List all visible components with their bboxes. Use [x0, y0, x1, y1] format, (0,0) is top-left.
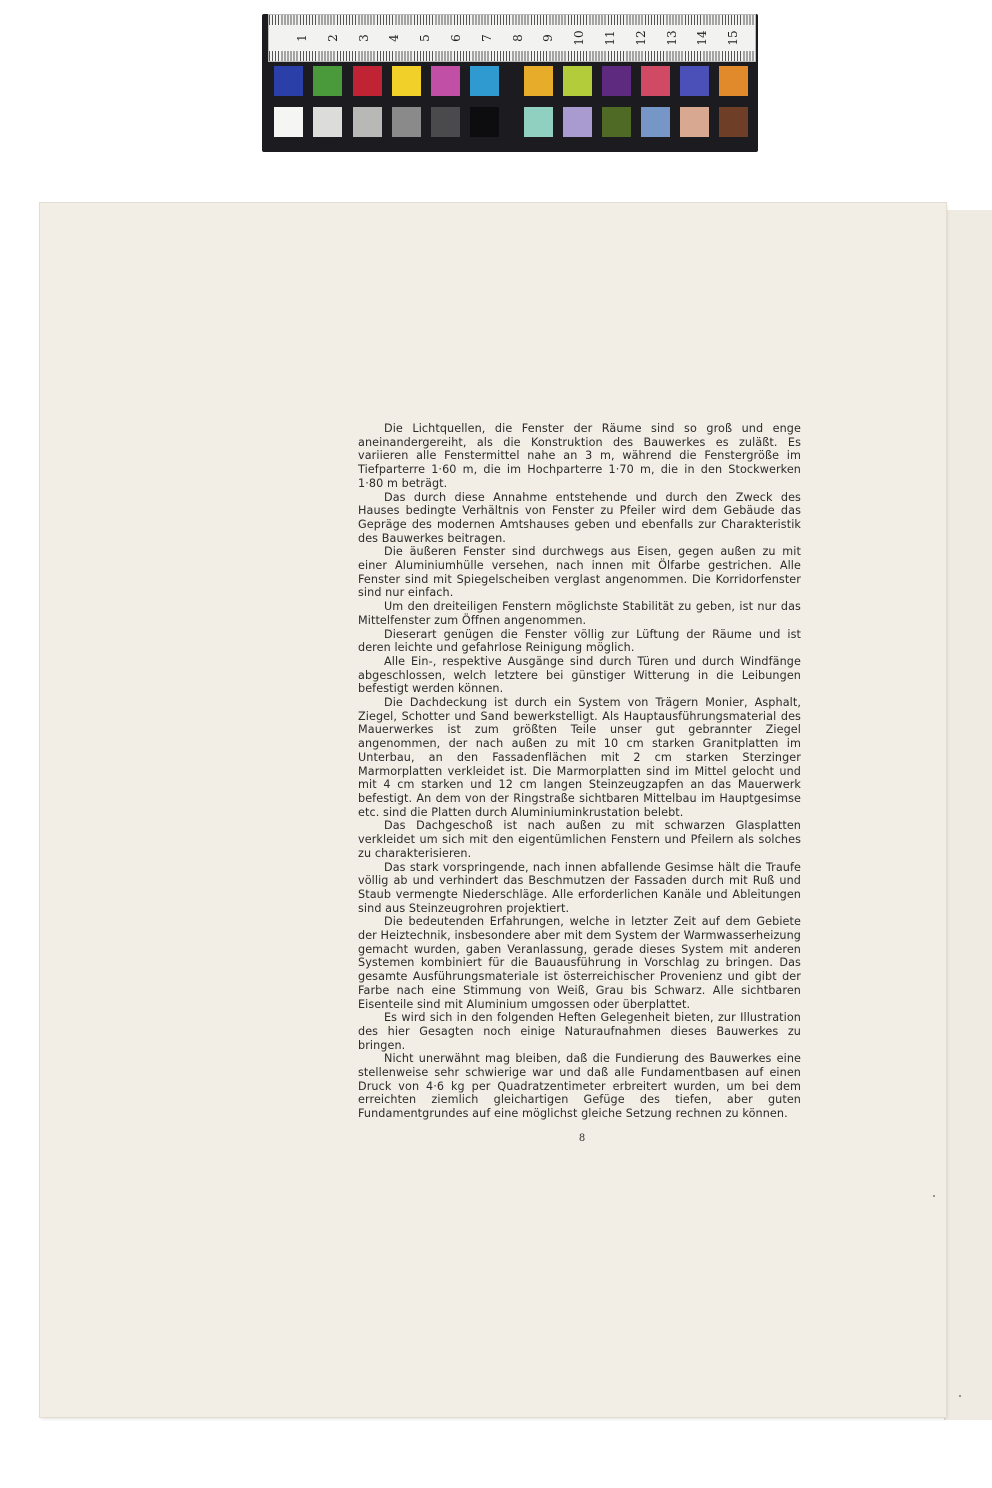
color-swatch: [431, 107, 460, 137]
measurement-ruler: [268, 14, 756, 62]
color-swatch: [470, 107, 499, 137]
adjacent-page-edge: [944, 210, 992, 1420]
color-swatch: [602, 107, 631, 137]
ruler-ticks: [269, 15, 755, 25]
paragraph: Das durch diese Annahme entstehende und durch den Zweck des Hauses bedingte Verhältnis von Fenster zu Pfeiler wird dem Gebäude das Gepräge des modernen Amtshauses geben und ebenfalls zur Charakteristik des Bauwerkes beitragen.: [358, 490, 801, 545]
color-swatch: [470, 66, 499, 96]
color-swatch: [680, 66, 709, 96]
paragraph: Um den dreiteiligen Fenstern möglichste Stabilität zu geben, ist nur das Mittelfenster zum Öffnen angenommen.: [358, 600, 801, 627]
ruler-number: 8: [510, 34, 525, 42]
ruler-number: 14: [695, 30, 710, 46]
ruler-number: 4: [387, 34, 402, 42]
ruler-number: 3: [356, 34, 371, 42]
ruler-number: 10: [572, 30, 587, 46]
paragraph: Die bedeutenden Erfahrungen, welche in letzter Zeit auf dem Gebiete der Heiztechnik, insbesondere aber mit dem System der Warmwasserheizung gemacht wurden, gaben Veranlassung, gerade dieses System mit anderen Systemen kombiniert für die Bauausführung in Vorschlag zu bringen. Das gesamte Ausführungsmateriale ist österreichischer Provenienz und gibt der Farbe nach eine Stimmung von Weiß, Grau bis Schwarz. Alle sichtbaren Eisenteile sind mit Aluminium umgossen oder überplattet.: [358, 915, 801, 1011]
ruler-number: 11: [603, 30, 617, 46]
page-number: 8: [578, 1133, 586, 1144]
ruler-number: 2: [325, 34, 340, 42]
paragraph: Es wird sich in den folgenden Heften Gelegenheit bieten, zur Illustration des hier Gesagten noch einige Naturaufnahmen dieses Bauwerkes zu bringen.: [358, 1011, 801, 1052]
color-swatch: [563, 66, 592, 96]
paragraph: Alle Ein-, respektive Ausgänge sind durch Türen und durch Windfänge abgeschlossen, welch letztere bei günstiger Witterung in die Leibungen befestigt werden können.: [358, 654, 801, 696]
color-swatch: [641, 66, 670, 96]
color-swatch: [274, 66, 303, 96]
color-swatch: [602, 66, 631, 96]
ruler-number: 1: [295, 34, 309, 42]
paragraph: Das Dachgeschoß ist nach außen zu mit schwarzen Glasplatten verkleidet um sich mit den eigentümlichen Fenstern und Pfeilern als solches zu charakterisieren.: [358, 819, 801, 860]
paragraph: Die Lichtquellen, die Fenster der Räume sind so groß und enge aneinandergereiht, als die Konstruktion des Bauwerkes es zuläßt. Es variieren alle Fenstermittel nahe an 3 m, während die Fenstergröße im Tiefparterre 1·60 m, die im Hochparterre 1·70 m, die in den Stockwerken 1·80 m beträgt.: [358, 422, 801, 490]
ruler-ticks: [269, 51, 755, 61]
speck: [959, 1395, 961, 1397]
ruler-number: 5: [418, 34, 433, 42]
speck: [933, 1195, 935, 1197]
ruler-number: 13: [664, 30, 679, 46]
color-swatch: [719, 66, 748, 96]
color-swatch: [719, 107, 748, 137]
ruler-number: 7: [479, 34, 494, 42]
body-text: [358, 422, 801, 1121]
color-swatch: [353, 66, 382, 96]
ruler-number: 9: [541, 34, 556, 42]
ruler-number: 6: [449, 34, 463, 42]
color-swatch: [680, 107, 709, 137]
paragraph: Nicht unerwähnt mag bleiben, daß die Fundierung des Bauwerkes eine stellenweise sehr schwierige war und daß alle Fundamentbasen auf einen Druck von 4·6 kg per Quadratzentimeter erbreitert wurden, um bei dem erreichten ziemlich gleichartigen Gefüge des tiefen, aber guten Fundamentgrundes auf eine möglichst gleiche Setzung rechnen zu können.: [358, 1052, 801, 1121]
color-swatch: [274, 107, 303, 137]
color-swatch: [353, 107, 382, 137]
color-swatch: [524, 107, 553, 137]
paragraph: Das stark vorspringende, nach innen abfallende Gesimse hält die Traufe völlig ab und verhindert das Beschmutzen der Fassaden durch mit Ruß und Staub vermengte Niederschläge. Alle erforderlichen Kanäle und Ableitungen sind aus Steinzeugrohren projektiert.: [358, 860, 801, 915]
color-swatch: [392, 107, 421, 137]
color-swatch: [563, 107, 592, 137]
paragraph: Dieserart genügen die Fenster völlig zur Lüftung der Räume und ist deren leichte und gefahrlose Reinigung möglich.: [358, 627, 801, 655]
ruler-number: 12: [633, 30, 648, 46]
document-page: [40, 203, 946, 1417]
color-swatch: [524, 66, 553, 96]
paragraph: Die äußeren Fenster sind durchwegs aus Eisen, gegen außen zu mit einer Aluminiumhülle versehen, nach innen mit Ölfarbe gestrichen. Alle Fenster sind mit Spiegelscheiben verglast angenommen. Die Korridorfenster sind nur einfach.: [358, 545, 801, 600]
color-swatch: [313, 107, 342, 137]
color-swatch: [313, 66, 342, 96]
ruler-number: 15: [726, 30, 741, 46]
paragraph: Die Dachdeckung ist durch ein System von Trägern Monier, Asphalt, Ziegel, Schotter und Sand bewerkstelligt. Als Hauptausführungsmaterial des Mauerwerkes ist zum größten Teile unser gut gebrannter Ziegel angenommen, der nach außen zu mit 10 cm starken Granitplatten im Unterbau, an den Fassadenflächen mit 2 cm starken Sterzinger Marmorplatten verkleidet ist. Die Marmorplatten sind im Mittel gelocht und mit 4 cm starken und 12 cm langen Steinzeugzapfen an das Mauerwerk befestigt. An dem von der Ringstraße sichtbaren Mittelbau im Hauptgesimse etc. sind die Platten durch Aluminiuminkrustation belebt.: [358, 696, 801, 819]
color-swatch: [641, 107, 670, 137]
color-swatch: [392, 66, 421, 96]
color-swatch: [431, 66, 460, 96]
